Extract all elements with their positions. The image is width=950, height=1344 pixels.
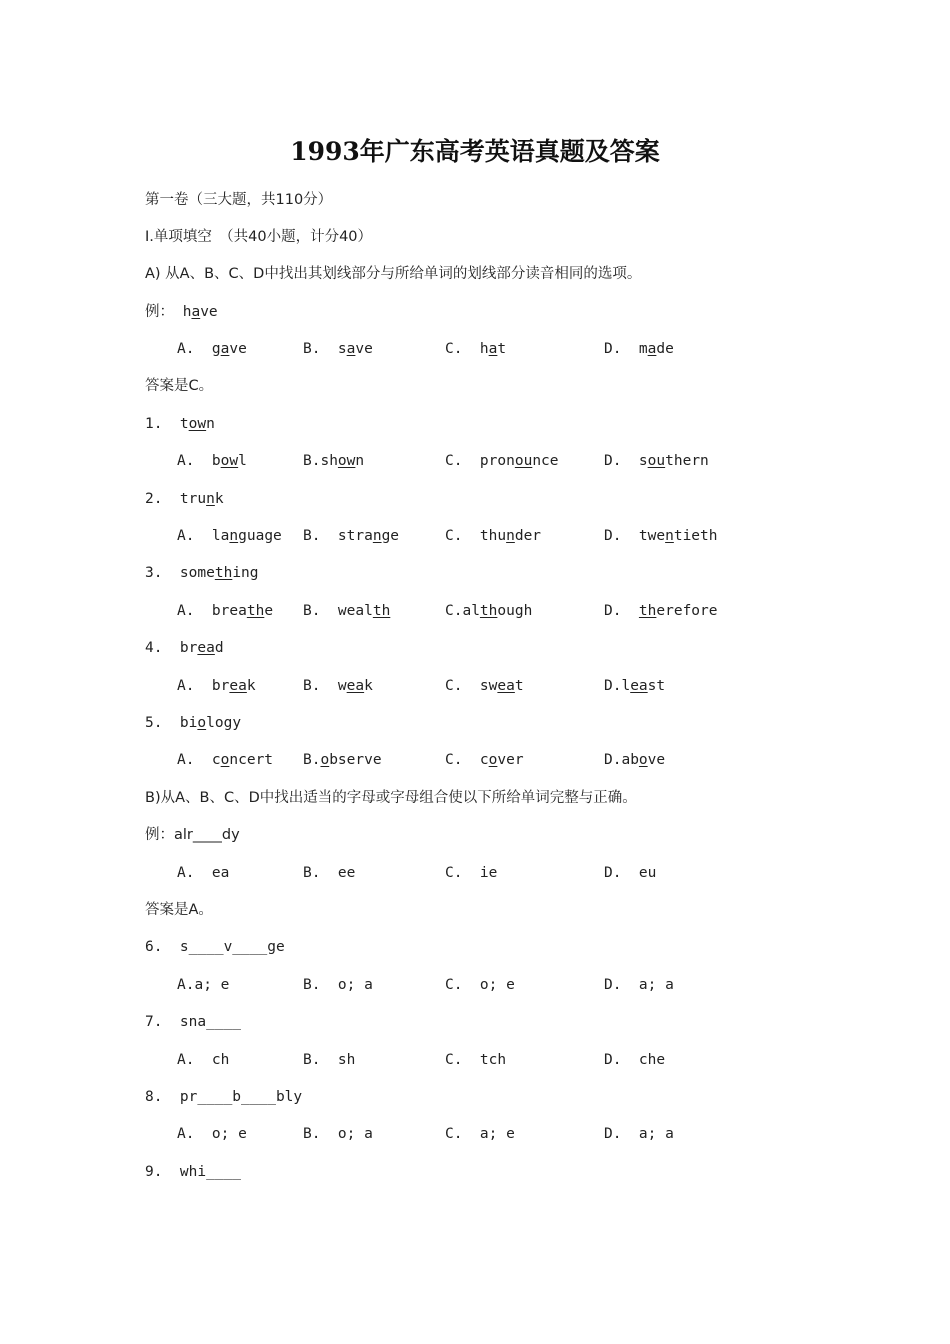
text-segment: ncert (229, 752, 274, 769)
underlined-letters: th (479, 602, 498, 619)
text-segment: A. b (177, 453, 221, 470)
text-segment: D.l (604, 677, 631, 694)
text-segment: ver (497, 752, 524, 769)
underlined-letters: a (220, 340, 230, 357)
text-segment: 1. t (145, 415, 189, 432)
text-segment: ve (647, 752, 666, 769)
question-option: A.a; e (177, 976, 230, 993)
text-segment: k (246, 677, 256, 694)
question-option: A. o; e (177, 1126, 247, 1143)
question-option (177, 601, 273, 621)
question-option (303, 451, 364, 471)
text-segment: n (355, 453, 365, 470)
underlined-letters: n (206, 490, 215, 507)
underlined-letters: a (488, 340, 498, 357)
underlined-letters: th (214, 565, 233, 582)
text-segment: tieth (673, 527, 718, 544)
question-word: 8. pr____b____bly (145, 1088, 303, 1105)
text-segment: B. (303, 340, 338, 357)
question-option: D. a; a (604, 976, 674, 993)
question-option (445, 676, 524, 696)
question-option (445, 526, 541, 546)
question-word (145, 713, 241, 733)
underlined-letters: a (191, 303, 201, 320)
text-segment: bserve (329, 752, 382, 769)
text-segment: A. (177, 340, 212, 357)
text-segment: k (214, 490, 224, 507)
underlined-letters: ea (197, 640, 215, 657)
underlined-letters: o (197, 714, 207, 731)
text-segment: B. w (303, 677, 347, 694)
question-option: D. che (604, 1051, 666, 1068)
underlined-letters: o (638, 752, 648, 769)
question-option (303, 750, 382, 770)
example-b-option: A. ea (177, 864, 230, 881)
underlined-letters: ow (337, 453, 356, 470)
text-segment: ing (232, 565, 259, 582)
example-a-option (604, 339, 674, 359)
sub-a-instruction: A) 从A、B、C、D中找出其划线部分与所给单词的划线部分读音相同的选项。 (145, 266, 642, 282)
question-option: B. sh (303, 1051, 356, 1068)
underlined-letters: a (346, 340, 356, 357)
text-segment: C. sw (445, 677, 498, 694)
question-option: B. o; a (303, 1126, 373, 1143)
text-segment: B. stra (303, 527, 373, 544)
example-b-option: C. ie (445, 864, 498, 881)
question-option (604, 451, 709, 471)
text-segment: D. (604, 340, 639, 357)
example-b-option: D. eu (604, 864, 657, 881)
text-segment: C. pron (445, 453, 515, 470)
text-segment: A. brea (177, 602, 247, 619)
text-segment: ve (229, 340, 247, 357)
text-segment: g (211, 340, 221, 357)
text-segment: A. br (177, 677, 230, 694)
question-option (445, 601, 532, 621)
underlined-letters: o (220, 752, 230, 769)
question-word (145, 414, 215, 434)
underlined-letters: ow (220, 453, 239, 470)
text-segment: D. twe (604, 527, 666, 544)
question-option (303, 601, 390, 621)
underlined-letters: n (229, 527, 239, 544)
text-segment: C.al (445, 602, 480, 619)
underlined-letters: a (647, 340, 657, 357)
example-b-option: B. ee (303, 864, 356, 881)
text-segment: 4. br (145, 640, 198, 657)
question-word (145, 638, 224, 658)
text-segment: t (514, 677, 524, 694)
text-segment: e (264, 602, 274, 619)
question-option: D. a; a (604, 1126, 674, 1143)
part-heading: 第一卷（三大题，共110分） (145, 192, 333, 208)
text-segment: k (364, 677, 373, 694)
question-word (145, 563, 259, 583)
text-segment: s (337, 340, 347, 357)
question-option (604, 601, 718, 621)
underlined-letters: o (488, 752, 498, 769)
question-option: C. a; e (445, 1126, 515, 1143)
underlined-letters: o (320, 752, 330, 769)
question-option (177, 750, 273, 770)
question-option (177, 451, 247, 471)
question-option (177, 676, 256, 696)
question-option (303, 676, 373, 696)
text-segment: logy (206, 714, 242, 731)
underlined-letters: ea (630, 677, 648, 694)
question-option: A. ch (177, 1051, 230, 1068)
example-b-answer: 答案是A。 (145, 901, 213, 918)
underlined-letters: ow (188, 415, 207, 432)
question-word: 7. sna____ (145, 1014, 242, 1031)
question-option (604, 676, 665, 696)
text-segment: 5. bi (145, 714, 198, 731)
text-segment: 3. some (145, 565, 215, 582)
text-segment: erefore (656, 602, 718, 619)
text-segment: D. s (604, 453, 648, 470)
question-option: C. tch (445, 1051, 507, 1068)
text-segment: m (638, 340, 648, 357)
example-a-answer: 答案是C。 (145, 378, 214, 395)
question-option: B. o; a (303, 976, 373, 993)
text-segment: ough (497, 602, 533, 619)
example-a-word (145, 302, 218, 322)
example-a-option (445, 339, 506, 359)
text-segment: nce (532, 453, 559, 470)
question-option (604, 526, 718, 546)
section-heading: Ⅰ.单项填空 （共40小题，计分40） (145, 229, 373, 245)
sub-b-instruction: B)从A、B、C、D中找出适当的字母或字母组合使以下所给单词完整与正确。 (145, 789, 637, 806)
text-segment: A. la (177, 527, 230, 544)
underlined-letters: ou (647, 453, 666, 470)
question-option: C. o; e (445, 976, 515, 993)
underlined-letters: th (246, 602, 265, 619)
text-segment: ve (355, 340, 373, 357)
underlined-letters: ea (497, 677, 515, 694)
underlined-letters: n (372, 527, 382, 544)
example-b-word: 例：alr____dy (145, 827, 240, 844)
example-a-option (303, 339, 373, 359)
text-segment: C. c (445, 752, 489, 769)
text-segment: C. thu (445, 527, 507, 544)
question-word: 9. whi____ (145, 1163, 242, 1180)
underlined-letters: th (372, 602, 391, 619)
text-segment: A. c (177, 752, 221, 769)
text-segment: D.ab (604, 752, 639, 769)
question-word: 6. s____v____ge (145, 939, 285, 956)
question-option (445, 750, 524, 770)
text-segment: d (214, 640, 224, 657)
underlined-letters: n (506, 527, 515, 544)
underlined-letters: ea (229, 677, 247, 694)
text-segment: 2. tru (145, 490, 207, 507)
text-segment: st (647, 677, 666, 694)
text-segment: h (182, 303, 192, 320)
example-label: 例： (145, 303, 174, 320)
text-segment: l (238, 453, 247, 470)
question-word (145, 489, 224, 509)
example-a-option (177, 339, 247, 359)
text-segment: de (656, 340, 674, 357)
text-segment: D. (604, 602, 639, 619)
question-option (445, 451, 559, 471)
text-segment: der (514, 527, 542, 544)
text-segment: t (497, 340, 507, 357)
text-segment: B. weal (303, 602, 373, 619)
text-segment: thern (665, 453, 709, 470)
text-segment: n (206, 415, 215, 432)
question-option (177, 526, 282, 546)
question-option (303, 526, 399, 546)
text-segment: h (479, 340, 489, 357)
question-option (604, 750, 665, 770)
document-title: 1993年广东高考英语真题及答案 (290, 137, 660, 166)
underlined-letters: ea (346, 677, 365, 694)
underlined-letters: ou (514, 453, 533, 470)
underlined-letters: th (638, 602, 657, 619)
text-segment: guage (238, 527, 282, 544)
text-segment: ge (381, 527, 400, 544)
text-segment: C. (445, 340, 480, 357)
text-segment: B.sh (303, 453, 338, 470)
text-segment: B. (303, 752, 321, 769)
text-segment: ve (200, 303, 218, 320)
underlined-letters: n (665, 527, 674, 544)
